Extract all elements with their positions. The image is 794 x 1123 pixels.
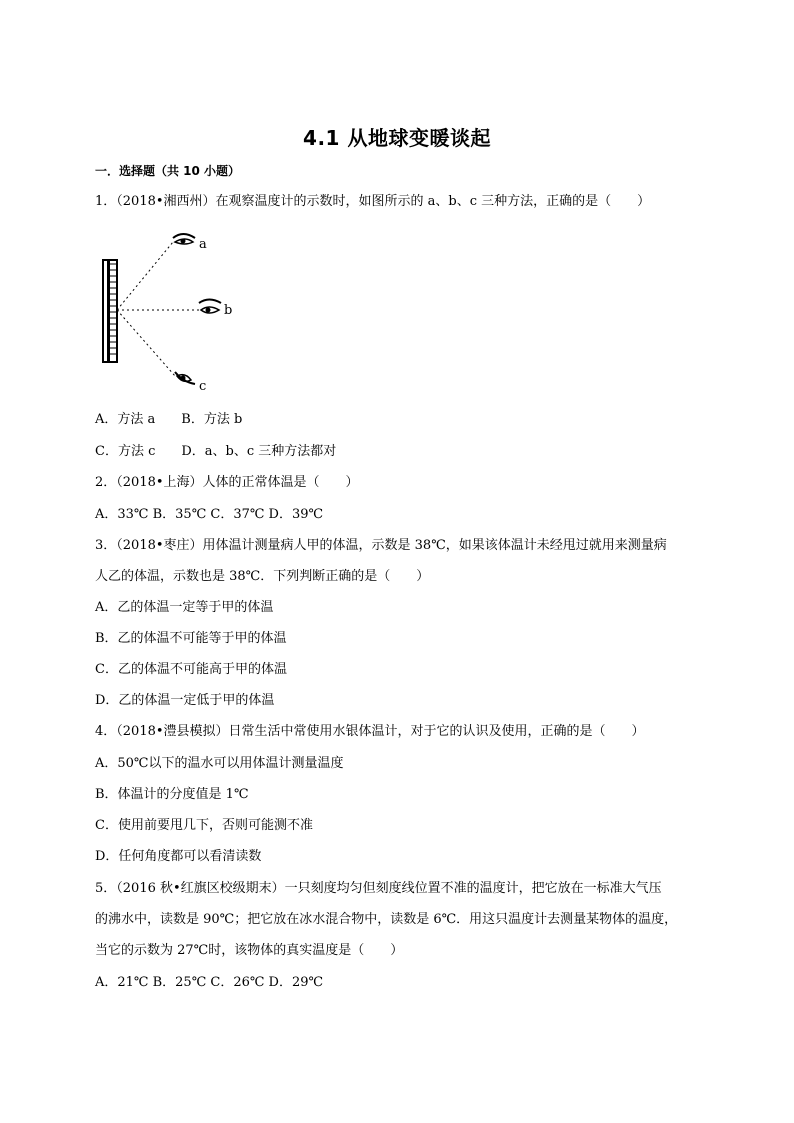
q4-stem: 4．（2018•澧县模拟）日常生活中常使用水银体温计，对于它的认识及使用，正确的是（ ） (95, 724, 645, 739)
figure-label-a: a (199, 237, 207, 252)
q4-option-a: A．50℃以下的温水可以用体温计测量温度 (95, 756, 344, 771)
thermometer-diagram (95, 226, 240, 396)
q5-stem-line2: 的沸水中，读数是 90℃；把它放在冰水混合物中，读数是 6℃．用这只温度计去测量某物体的温度， (95, 912, 678, 927)
q1-options-ab: A．方法 a B．方法 b (95, 412, 243, 427)
thermometer-column (107, 260, 110, 362)
q5-options: A．21℃ B．25℃ C．26℃ D．29℃ (95, 975, 324, 990)
figure-label-c: c (199, 379, 207, 394)
figure-label-b: b (224, 303, 233, 318)
q3-option-c: C．乙的体温不可能高于甲的体温 (95, 662, 287, 677)
q3-stem-line2: 人乙的体温，示数也是 38℃．下列判断正确的是（ ） (95, 569, 430, 584)
eye-a-icon (173, 234, 195, 244)
q1-options-cd: C．方法 c D．a、b、c 三种方法都对 (95, 444, 337, 459)
q3-option-d: D．乙的体温一定低于甲的体温 (95, 693, 275, 708)
q4-option-c: C．使用前要甩几下，否则可能测不准 (95, 818, 313, 833)
q4-option-b: B．体温计的分度值是 1℃ (95, 787, 249, 802)
eye-b-icon (199, 300, 221, 314)
q3-stem-line1: 3．（2018•枣庄）用体温计测量病人甲的体温，示数是 38℃，如果该体温计未经甩过就用来测量病 (95, 538, 667, 553)
q5-stem-line3: 当它的示数为 27℃时，该物体的真实温度是（ ） (95, 943, 404, 958)
section-heading: 一．选择题（共 10 小题） (95, 164, 241, 178)
eye-c-icon (175, 372, 195, 384)
q1-stem: 1．（2018•湘西州）在观察温度计的示数时，如图所示的 a、b、c 三种方法，正确的是（ ） (95, 194, 651, 209)
thermometer-figure (95, 226, 240, 396)
page-title: 4.1 从地球变暖谈起 (303, 126, 491, 150)
sight-line-a (117, 242, 173, 310)
q3-option-b: B．乙的体温不可能等于甲的体温 (95, 631, 287, 646)
q3-option-a: A．乙的体温一定等于甲的体温 (95, 600, 274, 615)
q5-stem-line1: 5．（2016 秋•红旗区校级期末）一只刻度均匀但刻度线位置不准的温度计，把它放在一标准大气压 (95, 881, 662, 896)
sight-line-c (117, 310, 175, 376)
q2-stem: 2．（2018•上海）人体的正常体温是（ ） (95, 475, 359, 490)
q4-option-d: D．任何角度都可以看清读数 (95, 849, 262, 864)
q2-options: A．33℃ B．35℃ C．37℃ D．39℃ (95, 507, 324, 522)
